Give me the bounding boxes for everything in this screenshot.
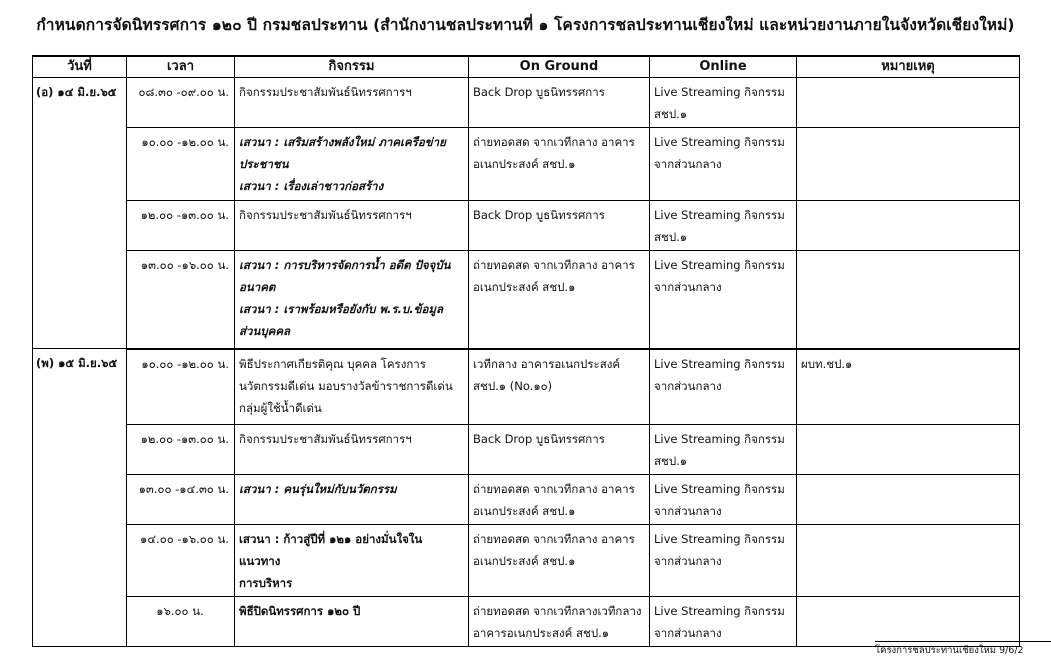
time-cell: ๑๐.๐๐ -๑๒.๐๐ น. [127, 349, 235, 425]
remark-cell [797, 475, 1020, 525]
table-row [33, 128, 1020, 201]
activity-line: ส่วนบุคคล [239, 324, 291, 338]
activity-line: เสวนา : คนรุ่นใหม่กับนวัตกรรม [239, 482, 397, 496]
activity-cell [235, 475, 469, 525]
online-line: จากส่วนกลาง [654, 378, 722, 393]
online-line: Live Streaming กิจกรรม [654, 135, 785, 149]
on-ground-line: อาคารอเนกประสงค์ สชป.๑ [473, 626, 610, 640]
on-ground-cell [469, 475, 650, 525]
online-line: สชป.๑ [654, 230, 688, 244]
online-line: Live Streaming กิจกรรม [654, 432, 785, 446]
activity-line: กลุ่มผู้ใช้น้ำดีเด่น [239, 400, 322, 415]
date-cell [33, 128, 127, 201]
date-cell [33, 251, 127, 349]
online-cell [650, 251, 797, 349]
online-line: สชป.๑ [654, 454, 688, 468]
activity-cell [235, 349, 469, 425]
table-row [33, 201, 1020, 251]
on-ground-line: ถ่ายทอดสด จากเวทีกลาง อาคาร [473, 258, 635, 272]
header-row [33, 56, 1020, 78]
on-ground-line: อเนกประสงค์ สชป.๑ [473, 157, 576, 171]
on-ground-line: ถ่ายทอดสด จากเวทีกลาง อาคาร [473, 482, 635, 496]
online-cell [650, 475, 797, 525]
table-row [33, 349, 1020, 425]
date-cell [33, 201, 127, 251]
activity-line: นวัตกรรมดีเด่น มอบรางวัลข้าราชการดีเด่น [239, 378, 453, 393]
online-line: จากส่วนกลาง [654, 504, 722, 518]
on-ground-cell [469, 128, 650, 201]
time-cell: ๑๐.๐๐ -๑๒.๐๐ น. [127, 128, 235, 201]
remark-cell [797, 597, 1020, 647]
on-ground-cell [469, 425, 650, 475]
on-ground-cell [469, 201, 650, 251]
online-cell [650, 128, 797, 201]
on-ground-cell [469, 78, 650, 128]
activity-line: เสวนา : เสริมสร้างพลังใหม่ ภาคเครือข่าย [239, 135, 446, 149]
online-cell [650, 525, 797, 597]
activity-line: กิจกรรมประชาสัมพันธ์นิทรรศการฯ [239, 432, 412, 446]
table-row [33, 78, 1020, 128]
online-line: Live Streaming กิจกรรม [654, 482, 785, 496]
activity-line: กิจกรรมประชาสัมพันธ์นิทรรศการฯ [239, 208, 412, 222]
online-line: จากส่วนกลาง [654, 280, 722, 294]
time-cell: ๑๒.๐๐ -๑๓.๐๐ น. [127, 425, 235, 475]
on-ground-line: Back Drop บูธนิทรรศการ [473, 85, 605, 99]
activity-cell [235, 597, 469, 647]
online-line: Live Streaming กิจกรรม [654, 356, 785, 371]
header-online: Online [650, 56, 797, 78]
on-ground-line: อเนกประสงค์ สชป.๑ [473, 504, 576, 518]
activity-line: เสวนา : ก้าวสู่ปีที่ ๑๒๑ อย่างมั่นใจใน [239, 532, 423, 546]
activity-cell [235, 425, 469, 475]
time-cell: ๑๖.๐๐ น. [127, 597, 235, 647]
activity-cell [235, 78, 469, 128]
online-cell [650, 78, 797, 128]
on-ground-line: ถ่ายทอดสด จากเวทีกลาง อาคาร [473, 135, 635, 149]
activity-line: เสวนา : เรื่องเล่าชาวก่อสร้าง [239, 179, 384, 193]
footer-note: โครงการชลประทานเชียงใหม่ 9/6/2 [875, 641, 1051, 658]
online-line: Live Streaming กิจกรรม [654, 532, 785, 546]
table-row [33, 475, 1020, 525]
on-ground-line: อเนกประสงค์ สชป.๑ [473, 554, 576, 568]
on-ground-line: อเนกประสงค์ สชป.๑ [473, 280, 576, 294]
activity-line: กิจกรรมประชาสัมพันธ์นิทรรศการฯ [239, 85, 412, 99]
date-cell [33, 597, 127, 647]
activity-line: เสวนา : การบริหารจัดการน้ำ อดีต ปัจจุบัน [239, 258, 451, 272]
header-remark: หมายเหตุ [797, 56, 1020, 78]
activity-line: พิธีประกาศเกียรติคุณ บุคคล โครงการ [239, 356, 426, 371]
activity-line: อนาคต [239, 280, 276, 294]
online-line: Live Streaming กิจกรรม [654, 258, 785, 272]
time-cell: ๑๔.๐๐ -๑๖.๐๐ น. [127, 525, 235, 597]
on-ground-cell [469, 349, 650, 425]
document-title: กำหนดการจัดนิทรรศการ ๑๒๐ ปี กรมชลประทาน (สำนักงานชลประทานที่ ๑ โครงการชลประทานเชียงใหม่ และหน่วยงานภายในจังหวัดเชียงใหม่) [36, 16, 1015, 34]
online-line: Live Streaming กิจกรรม [654, 208, 785, 222]
date-cell [33, 475, 127, 525]
online-line: จากส่วนกลาง [654, 554, 722, 568]
remark-cell [797, 425, 1020, 475]
table-row [33, 597, 1020, 647]
table-row [33, 251, 1020, 349]
on-ground-cell [469, 251, 650, 349]
header-time: เวลา [127, 56, 235, 78]
activity-line: ประชาชน [239, 157, 289, 171]
remark-cell [797, 251, 1020, 349]
time-cell: ๑๓.๐๐ -๑๔.๓๐ น. [127, 475, 235, 525]
date-cell [33, 525, 127, 597]
date-cell [33, 425, 127, 475]
on-ground-line: Back Drop บูธนิทรรศการ [473, 208, 605, 222]
time-cell: ๑๒.๐๐ -๑๓.๐๐ น. [127, 201, 235, 251]
activity-cell [235, 525, 469, 597]
on-ground-line: Back Drop บูธนิทรรศการ [473, 432, 605, 446]
online-cell [650, 349, 797, 425]
remark-cell [797, 201, 1020, 251]
activity-line: พิธีปิดนิทรรศการ ๑๒๐ ปี [239, 604, 361, 618]
online-cell [650, 425, 797, 475]
remark-cell [797, 128, 1020, 201]
online-line: จากส่วนกลาง [654, 157, 722, 171]
on-ground-cell [469, 525, 650, 597]
activity-cell [235, 251, 469, 349]
on-ground-line: ถ่ายทอดสด จากเวทีกลางเวทีกลาง [473, 604, 642, 618]
online-line: Live Streaming กิจกรรม [654, 604, 785, 618]
on-ground-line: เวทีกลาง อาคารอเนกประสงค์ [473, 356, 621, 371]
online-cell [650, 597, 797, 647]
schedule-table [32, 55, 1020, 647]
header-on-ground: On Ground [469, 56, 650, 78]
online-line: จากส่วนกลาง [654, 626, 722, 640]
date-cell: (อ) ๑๔ มิ.ย.๖๕ [33, 78, 127, 128]
online-line: Live Streaming กิจกรรม [654, 85, 785, 99]
activity-line: เสวนา : เราพร้อมหรือยังกับ พ.ร.บ.ข้อมูล [239, 302, 443, 316]
date-cell: (พ) ๑๕ มิ.ย.๖๕ [33, 349, 127, 425]
table-row [33, 425, 1020, 475]
on-ground-cell [469, 597, 650, 647]
activity-cell [235, 201, 469, 251]
remark-cell [797, 78, 1020, 128]
on-ground-line: สชป.๑ (No.๑๐) [473, 378, 553, 393]
on-ground-line: ถ่ายทอดสด จากเวทีกลาง อาคาร [473, 532, 635, 546]
activity-line: การบริหาร [239, 576, 293, 590]
header-activity: กิจกรรม [235, 56, 469, 78]
remark-cell [797, 525, 1020, 597]
online-cell [650, 201, 797, 251]
header-date: วันที่ [33, 56, 127, 78]
activity-cell [235, 128, 469, 201]
table-row [33, 525, 1020, 597]
remark-cell: ผบท.ชป.๑ [797, 349, 1020, 425]
time-cell: ๐๘.๓๐ -๐๙.๐๐ น. [127, 78, 235, 128]
online-line: สชป.๑ [654, 107, 688, 121]
activity-line: แนวทาง [239, 554, 281, 568]
time-cell: ๑๓.๐๐ -๑๖.๐๐ น. [127, 251, 235, 349]
